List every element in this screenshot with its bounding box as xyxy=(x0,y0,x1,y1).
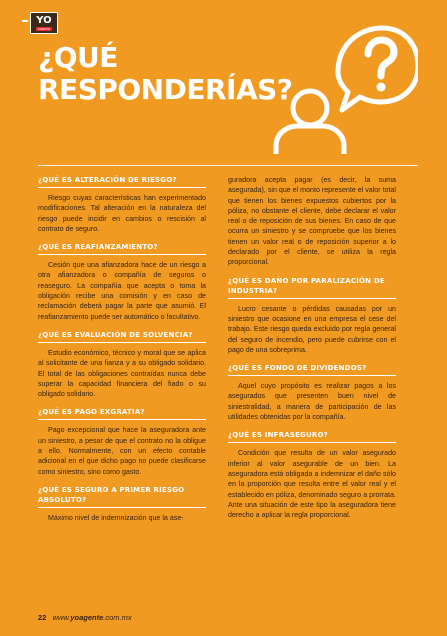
page-title xyxy=(38,42,293,106)
logo-subtext: AGENTE xyxy=(37,26,51,31)
logo-text: YO xyxy=(36,14,52,26)
section-heading: ¿QUÉ ES REAFIANZAMIENTO? xyxy=(38,242,206,255)
url-domain: yoagente xyxy=(70,613,104,622)
title-line-2: RESPONDERÍAS? xyxy=(38,73,293,106)
section-body: Máximo nivel de indemnización que la ase- xyxy=(48,513,184,522)
top-rule xyxy=(38,165,418,166)
title-line-1: ¿QUÉ xyxy=(38,41,118,74)
section-heading: ¿QUÉ ES ALTERACIÓN DE RIESGO? xyxy=(38,175,206,188)
website-url[interactable] xyxy=(52,613,131,622)
section-heading: ¿QUÉ ES EVALUACIÓN DE SOLVENCIA? xyxy=(38,330,206,343)
url-prefix: www. xyxy=(52,613,71,622)
section-body: Cesión que una afianzadora hace de un riesgo a otra afianzadora o compañía de seguros o reaseguro. La compañía que acepta o toma la obligación recibe una comisión y en caso de reclamación deberá pagar la parte que asumió. El reafianzamiento puede ser automático o facultativo. xyxy=(38,261,206,321)
continued-body: guradora acepta pagar (es decir, la suma asegurada), sin que el monto represente el valor total que tienen los bienes expuestos cubiertos por la póliza, no obstante el cliente, debe declarar el valor real o de reposición de sus bienes. En caso de que ocurra un siniestro y se compruebe que los bienes tienen un valor real o de reposición superior a lo declarado por el cliente, se utiliza la regla proporcional. xyxy=(228,176,396,267)
person-question-icon xyxy=(268,14,418,154)
left-column xyxy=(38,175,206,527)
section-body: Estudio económico, técnico y moral que se aplica al solicitante de una fianza y a su obligado solidario. El total de las obligaciones contraídas nunca debe superar la capacidad financiera del fiado o su obligado solidario. xyxy=(38,348,206,399)
right-column xyxy=(228,175,396,524)
logo-accent xyxy=(22,20,28,22)
section-heading: ¿QUÉ ES DAÑO POR PARALIZACIÓN DE INDUSTRIA? xyxy=(228,276,396,299)
section-body: Aquel cuyo propósito es realizar pagos a los asegurados que presenten buen nivel de siniestralidad, a manera de participación de las utilidades obtenidas por la compañía. xyxy=(228,382,396,422)
section-heading: ¿QUÉ ES FONDO DE DIVIDENDOS? xyxy=(228,363,396,376)
page-footer xyxy=(38,613,132,622)
section-heading: ¿QUÉ ES PAGO EXGRATIA? xyxy=(38,407,206,420)
section-heading: ¿QUÉ ES INFRASEGURO? xyxy=(228,430,396,443)
logo xyxy=(30,12,58,34)
url-suffix: .com.mx xyxy=(103,613,132,622)
section-body: Pago excepcional que hace la aseguradora ante un siniestro, a pesar de que el contrato no la obligue a ello. Normalmente, con un efecto contable adicional en el que dicho pago no puede clasificarse como siniestro, sino como gasto. xyxy=(38,426,206,476)
section-body: Riesgo cuyas características han experimentado modificaciones. Tal alteración en la naturaleza del riesgo puede incidir en cambios o rescisión al contrato de seguro. xyxy=(38,194,206,233)
section-body: Lucro cesante o pérdidas causadas por un siniestro que ocasione en una empresa el cese del trabajo. Este riesgo queda excluido por regla general del seguro de incendio, pero puede cubrirse con el pago de una sobreprima. xyxy=(228,304,396,354)
section-heading: ¿QUÉ ES SEGURO A PRIMER RIESGO ABSOLUTO? xyxy=(38,485,206,508)
page-number: 22 xyxy=(38,613,47,622)
section-body: Condición que resulta de un valor asegurado inferior al valor asegurable de un bien. La aseguradora está obligada a indemnizar el daño sólo en la proporción que resulta entre el valor real y el establecido en póliza, denominado seguro a prorrata. Ante una situación de este tipo la aseguradora tiene derecho a aplicar la regla proporcional. xyxy=(228,449,396,520)
